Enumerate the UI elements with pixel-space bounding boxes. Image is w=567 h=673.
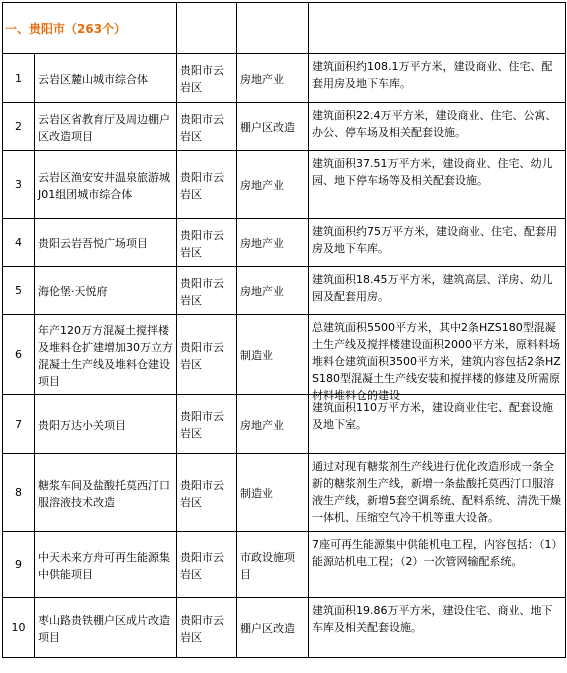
row-number: 6	[3, 315, 35, 395]
table-row	[3, 532, 566, 598]
project-content: 建筑面积110万平方米，建设商业住宅、配套设施及地下室。	[309, 395, 566, 454]
table-row	[3, 103, 566, 151]
row-number: 3	[3, 151, 35, 219]
project-category: 房地产业	[237, 267, 309, 315]
row-number: 2	[3, 103, 35, 151]
section-title: 一、贵阳市（263个）	[3, 3, 177, 54]
project-location: 贵阳市云岩区	[177, 598, 237, 658]
project-category: 市政设施项目	[237, 532, 309, 598]
row-number: 1	[3, 54, 35, 103]
project-content: 7座可再生能源集中供能机电工程，内容包括：（1）能源站机电工程；（2）一次管网输配系统。	[309, 532, 566, 598]
project-name: 云岩区麓山城市综合体	[35, 54, 177, 103]
project-location: 贵阳市云岩区	[177, 103, 237, 151]
project-name: 中天未来方舟可再生能源集中供能项目	[35, 532, 177, 598]
project-name: 贵阳云岩吾悦广场项目	[35, 219, 177, 267]
project-name: 海伦堡·天悦府	[35, 267, 177, 315]
row-number: 10	[3, 598, 35, 658]
project-name: 糖浆车间及盐酸托莫西汀口服溶液技术改造	[35, 454, 177, 532]
project-location: 贵阳市云岩区	[177, 395, 237, 454]
table-row	[3, 219, 566, 267]
project-location: 贵阳市云岩区	[177, 454, 237, 532]
table-row	[3, 598, 566, 658]
table-row	[3, 151, 566, 219]
project-content: 建筑面积37.51万平方米，建设商业、住宅、幼儿园、地下停车场等及相关配套设施。	[309, 151, 566, 219]
empty-cell	[237, 3, 309, 54]
project-content: 建筑面积22.4万平方米，建设商业、住宅、公寓、办公、停车场及相关配套设施。	[309, 103, 566, 151]
project-content: 通过对现有糖浆剂生产线进行优化改造形成一条全新的糖浆剂生产线，新增一条盐酸托莫西汀口服溶液生产线，新增5套空调系统、配料系统、清洗干燥一体机、压缩空气冷干机等重大设备。	[312, 460, 561, 524]
project-location: 贵阳市云岩区	[177, 219, 237, 267]
row-number: 7	[3, 395, 35, 454]
project-name: 贵阳万达小关项目	[35, 395, 177, 454]
project-content: 建筑面积约75万平方米，建设商业、住宅、配套用房及地下车库。	[309, 219, 566, 267]
project-content: 建筑面积18.45万平方米，建筑高层、洋房、幼儿园及配套用房。	[309, 267, 566, 315]
row-number: 8	[3, 454, 35, 532]
project-location: 贵阳市云岩区	[177, 532, 237, 598]
project-content-cell	[309, 315, 566, 402]
project-table	[2, 2, 566, 658]
project-name: 云岩区省教育厅及周边棚户区改造项目	[35, 103, 177, 151]
project-category: 房地产业	[237, 151, 309, 219]
project-location: 贵阳市云岩区	[177, 315, 237, 395]
project-location: 贵阳市云岩区	[177, 54, 237, 103]
project-content-cell	[309, 454, 566, 532]
section-header-row	[3, 3, 566, 54]
project-name: 云岩区渔安安井温泉旅游城J01组团城市综合体	[35, 151, 177, 219]
project-category: 房地产业	[237, 54, 309, 103]
table-row	[3, 395, 566, 454]
project-category: 制造业	[237, 454, 309, 532]
project-location: 贵阳市云岩区	[177, 267, 237, 315]
empty-cell	[309, 3, 566, 54]
project-content: 总建筑面积5500平方米，其中2条HZS180型混凝土生产线及搅拌楼建设面积2000平方米，原料料场堆料仓建筑面积3500平方米，建筑内容包括2条HZS180型混凝土生产线安装和搅拌楼的修建及所需原材料堆料仓的建设	[312, 321, 561, 402]
project-name: 年产120万方混凝土搅拌楼及堆料仓扩建增加30万立方混凝土生产线及堆料仓建设项目	[35, 315, 177, 395]
project-category: 棚户区改造	[237, 103, 309, 151]
project-location: 贵阳市云岩区	[177, 151, 237, 219]
project-category: 制造业	[237, 315, 309, 395]
project-content: 建筑面积约108.1万平方米，建设商业、住宅、配套用房及地下车库。	[309, 54, 566, 103]
empty-cell	[177, 3, 237, 54]
project-category: 房地产业	[237, 219, 309, 267]
row-number: 5	[3, 267, 35, 315]
table-row	[3, 454, 566, 532]
project-category: 房地产业	[237, 395, 309, 454]
project-list-document	[2, 2, 566, 658]
project-name: 枣山路贵铁棚户区成片改造项目	[35, 598, 177, 658]
row-number: 9	[3, 532, 35, 598]
project-category: 棚户区改造	[237, 598, 309, 658]
table-row	[3, 54, 566, 103]
row-number: 4	[3, 219, 35, 267]
table-row	[3, 267, 566, 315]
table-row	[3, 315, 566, 395]
project-content: 建筑面积19.86万平方米，建设住宅、商业、地下车库及相关配套设施。	[309, 598, 566, 658]
